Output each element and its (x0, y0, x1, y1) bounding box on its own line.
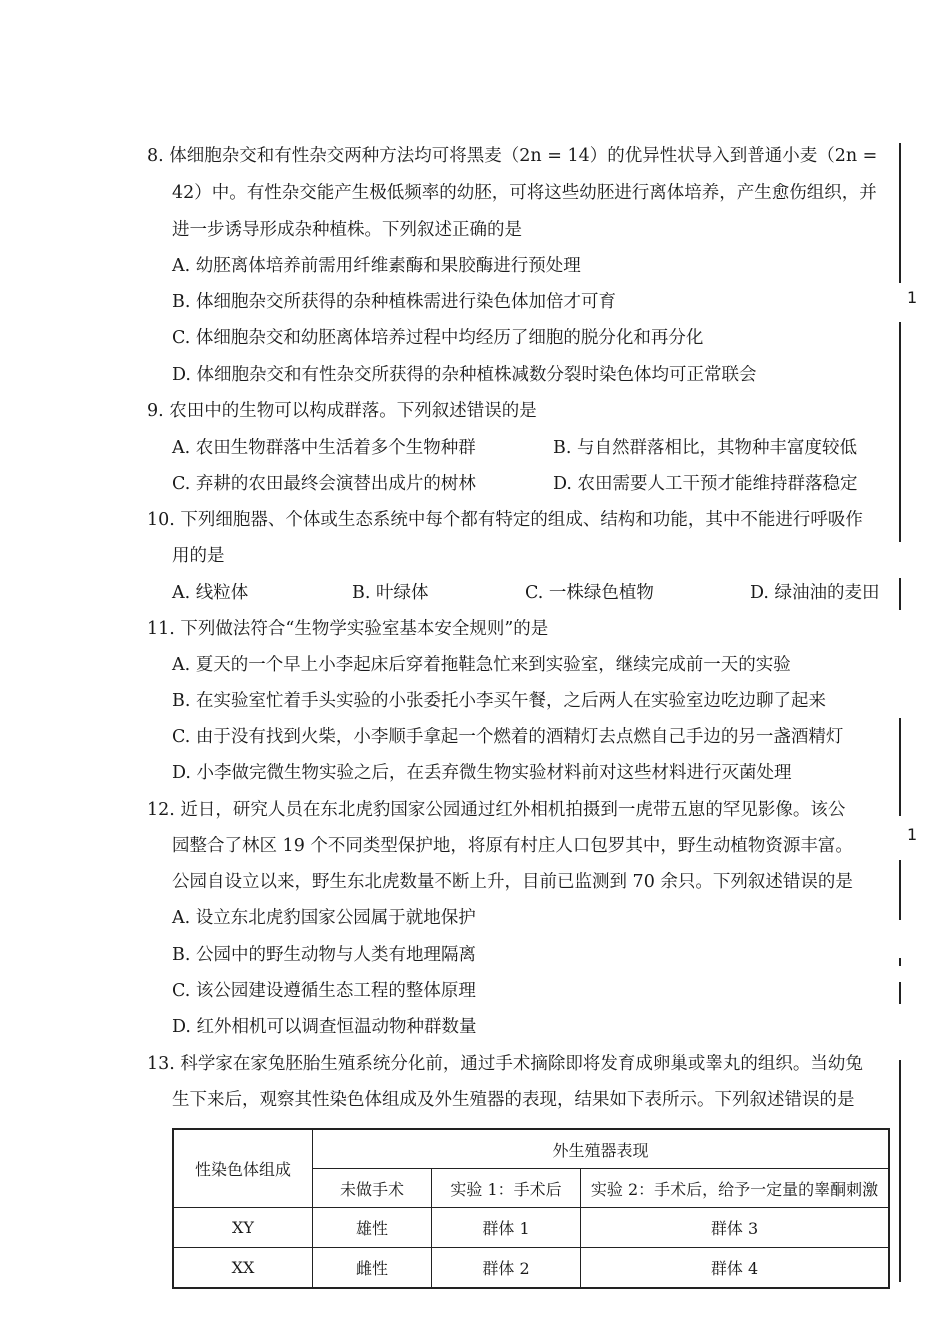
q10-option-b: B. 叶绿体 (352, 583, 429, 603)
table-cell-label: XX (173, 1248, 313, 1289)
q10-option-a: A. 线粒体 (172, 583, 249, 603)
q8-stem-line2: 42）中。有性杂交能产生极低频率的幼胚，可将这些幼胚进行离体培养，产生愈伤组织，并 (172, 183, 877, 203)
table-row (173, 1208, 889, 1248)
q12-stem-line1: 12. 近日，研究人员在东北虎豹国家公园通过红外相机拍摄到一虎带五崽的罕见影像。该公 (147, 800, 846, 820)
q13-stem-line2: 生下来后，观察其性染色体组成及外生殖器的表现，结果如下表所示。下列叙述错误的是 (172, 1090, 855, 1110)
q12-option-c: C. 该公园建设遵循生态工程的整体原理 (172, 981, 476, 1001)
margin-binding-mark (899, 578, 901, 610)
q9-option-b: B. 与自然群落相比，其物种丰富度较低 (553, 438, 857, 458)
q11-option-a: A. 夏天的一个早上小李起床后穿着拖鞋急忙来到实验室，继续完成前一天的实验 (172, 655, 791, 675)
margin-binding-line (899, 1060, 901, 1282)
q10-option-c: C. 一株绿色植物 (525, 583, 654, 603)
q12-stem-line3: 公园自设立以来，野生东北虎数量不断上升，目前已监测到 70 余只。下列叙述错误的是 (172, 872, 853, 892)
table-cell: 群体 2 (432, 1248, 581, 1289)
q9-option-d: D. 农田需要人工干预才能维持群落稳定 (553, 474, 858, 494)
margin-binding-line (899, 718, 901, 816)
margin-binding-mark (899, 958, 901, 966)
margin-page-number: 1 (907, 825, 918, 844)
table-cell: 群体 1 (432, 1208, 581, 1248)
q9-option-a: A. 农田生物群落中生活着多个生物种群 (172, 438, 476, 458)
q12-option-b: B. 公园中的野生动物与人类有地理隔离 (172, 945, 476, 965)
table-cell: 雌性 (313, 1248, 432, 1289)
q11-option-c: C. 由于没有找到火柴，小李顺手拿起一个燃着的酒精灯去点燃自己手边的另一盏酒精灯 (172, 727, 844, 747)
table-row (173, 1248, 889, 1289)
q9-stem: 9. 农田中的生物可以构成群落。下列叙述错误的是 (147, 401, 537, 421)
table-cell: 雄性 (313, 1208, 432, 1248)
q8-option-b: B. 体细胞杂交所获得的杂种植株需进行染色体加倍才可育 (172, 292, 616, 312)
margin-binding-line (899, 143, 901, 283)
q9-option-c: C. 弃耕的农田最终会演替出成片的树林 (172, 474, 476, 494)
q12-option-a: A. 设立东北虎豹国家公园属于就地保护 (172, 908, 476, 928)
margin-binding-line (899, 860, 901, 920)
table-cell: 群体 4 (581, 1248, 890, 1289)
q8-option-a: A. 幼胚离体培养前需用纤维素酶和果胶酶进行预处理 (172, 256, 581, 276)
q12-option-d: D. 红外相机可以调查恒温动物种群数量 (172, 1017, 477, 1037)
margin-page-number: 1 (907, 288, 918, 307)
q12-stem-line2: 园整合了林区 19 个不同类型保护地，将原有村庄人口包罗其中，野生动植物资源丰富。 (172, 836, 853, 856)
table-cell-label: XY (173, 1208, 313, 1248)
table-subheader-no-surgery: 未做手术 (313, 1169, 432, 1208)
table-subheader-experiment-1: 实验 1：手术后 (432, 1169, 581, 1208)
margin-binding-line (899, 322, 901, 542)
q10-option-d: D. 绿油油的麦田 (750, 583, 880, 603)
q11-option-d: D. 小李做完微生物实验之后，在丢弃微生物实验材料前对这些材料进行灭菌处理 (172, 763, 792, 783)
q10-stem-line1: 10. 下列细胞器、个体或生态系统中每个都有特定的组成、结构和功能，其中不能进行呼吸作 (147, 510, 863, 530)
table-header-sex-chromosome: 性染色体组成 (173, 1129, 313, 1208)
q11-option-b: B. 在实验室忙着手头实验的小张委托小李买午餐，之后两人在实验室边吃边聊了起来 (172, 691, 826, 711)
table-header-genitalia: 外生殖器表现 (313, 1129, 890, 1169)
q11-stem: 11. 下列做法符合“生物学实验室基本安全规则”的是 (147, 619, 549, 639)
q8-option-c: C. 体细胞杂交和幼胚离体培养过程中均经历了细胞的脱分化和再分化 (172, 328, 704, 348)
table-subheader-experiment-2: 实验 2：手术后，给予一定量的睾酮刺激 (581, 1169, 890, 1208)
table-cell: 群体 3 (581, 1208, 890, 1248)
q8-stem-line3: 进一步诱导形成杂种植株。下列叙述正确的是 (172, 220, 522, 240)
q8-option-d: D. 体细胞杂交和有性杂交所获得的杂种植株减数分裂时染色体均可正常联会 (172, 365, 757, 385)
q13-results-table (172, 1128, 890, 1289)
q13-stem-line1: 13. 科学家在家兔胚胎生殖系统分化前，通过手术摘除即将发育成卵巢或睾丸的组织。当幼兔 (147, 1054, 863, 1074)
margin-binding-mark (899, 982, 901, 1004)
q10-stem-line2: 用的是 (172, 546, 225, 566)
q8-stem-line1: 8. 体细胞杂交和有性杂交两种方法均可将黑麦（2n = 14）的优异性状导入到普通小麦（2n = (147, 146, 878, 166)
